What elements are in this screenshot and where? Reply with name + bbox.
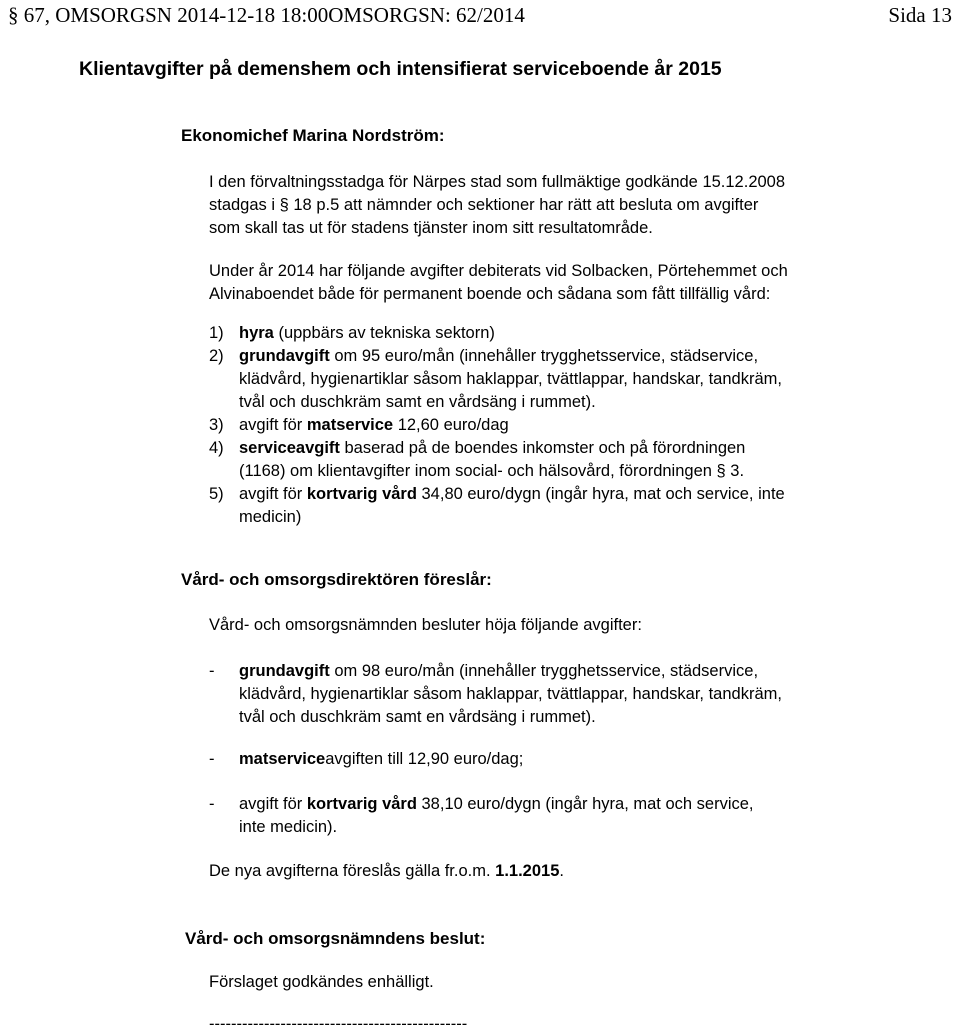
fee-item-name: grundavgift: [239, 347, 330, 365]
page-number: Sida 13: [888, 3, 952, 27]
separator-line: -----------------------------------------------: [209, 1015, 468, 1033]
fee-item-text: (1168) om klientavgifter inom social- och hälsovård, förordningen § 3.: [239, 462, 745, 480]
fee-item-number: 1): [209, 324, 224, 342]
fee-item-text: (uppbärs av tekniska sektorn): [273, 324, 495, 342]
fee-item-number: 2): [209, 347, 224, 365]
fee-item-name: kortvarig vård: [306, 485, 417, 503]
proposal-item-text: om 98 euro/mån (innehåller trygghetsservice, städservice,: [329, 662, 759, 680]
fee-item-text: medicin): [239, 508, 302, 526]
decision-text: Förslaget godkändes enhälligt.: [209, 973, 434, 991]
intro-line: I den förvaltningsstadga för Närpes stad som fullmäktige godkände 15.12.2008: [209, 173, 786, 191]
validity-text: De nya avgifterna föreslås gälla fr.o.m.: [209, 862, 496, 880]
validity-end: .: [559, 862, 564, 880]
proposal-item-text: 38,10 euro/dygn (ingår hyra, mat och service,: [416, 795, 754, 813]
fees-intro-line: Alvinaboendet både för permanent boende och sådana som fått tillfällig vård:: [209, 285, 771, 303]
proposal-item-text: tvål och duschkräm samt en vårdsäng i rummet).: [239, 708, 596, 726]
proposal-intro: Vård- och omsorgsnämnden besluter höja följande avgifter:: [209, 616, 642, 634]
fee-item-text: tvål och duschkräm samt en vårdsäng i rummet).: [239, 393, 596, 411]
intro-paragraph: [209, 171, 892, 240]
fee-item-name: hyra: [239, 324, 274, 342]
fee-item-prefix: avgift för: [239, 416, 307, 434]
fee-item-number: 4): [209, 439, 224, 457]
decision-heading: Vård- och omsorgsnämndens beslut:: [185, 929, 486, 948]
fee-item-text: om 95 euro/mån (innehåller trygghetsservice, städservice,: [329, 347, 759, 365]
fee-item-number: 5): [209, 485, 224, 503]
intro-line: som skall tas ut för stadens tjänster inom sitt resultatområde.: [209, 219, 653, 237]
validity-line: [209, 860, 564, 883]
list-dash: -: [209, 750, 215, 768]
proposal-item-name: kortvarig vård: [306, 795, 417, 813]
list-dash: -: [209, 662, 215, 680]
proposal-item-prefix: avgift för: [239, 795, 307, 813]
fees-intro-line: Under år 2014 har följande avgifter debiterats vid Solbacken, Pörtehemmet och: [209, 262, 788, 280]
proposal-item-text: avgiften till 12,90 euro/dag;: [325, 750, 524, 768]
intro-line: stadgas i § 18 p.5 att nämnder och sektioner har rätt att besluta om avgifter: [209, 196, 759, 214]
fee-item-text: 12,60 euro/dag: [393, 416, 509, 434]
document-title: Klientavgifter på demenshem och intensifierat serviceboende år 2015: [79, 58, 722, 80]
fee-item-name: serviceavgift: [239, 439, 340, 457]
fee-item-text: baserad på de boendes inkomster och på förordningen: [339, 439, 746, 457]
fee-item-text: klädvård, hygienartiklar såsom haklappar, tvättlappar, handskar, tandkräm,: [239, 370, 782, 388]
validity-date: 1.1.2015: [495, 862, 560, 880]
list-dash: -: [209, 795, 215, 813]
proposal-heading: Vård- och omsorgsdirektören föreslår:: [181, 570, 492, 589]
fee-item-prefix: avgift för: [239, 485, 307, 503]
fee-item-text: 34,80 euro/dygn (ingår hyra, mat och service, inte: [416, 485, 785, 503]
proposal-item-text: klädvård, hygienartiklar såsom haklappar, tvättlappar, handskar, tandkräm,: [239, 685, 782, 703]
fee-item-name: matservice: [306, 416, 394, 434]
presenter-name: Ekonomichef Marina Nordström:: [181, 126, 445, 145]
proposal-item-name: grundavgift: [239, 662, 330, 680]
page-header-left: § 67, OMSORGSN 2014-12-18 18:00OMSORGSN: 62/2014: [8, 3, 525, 27]
fees-intro-paragraph: [209, 260, 892, 306]
proposal-item-name: matservice: [239, 750, 326, 768]
proposal-item-text: inte medicin).: [239, 818, 338, 836]
fee-item-number: 3): [209, 416, 224, 434]
presenter-line: [181, 126, 445, 146]
